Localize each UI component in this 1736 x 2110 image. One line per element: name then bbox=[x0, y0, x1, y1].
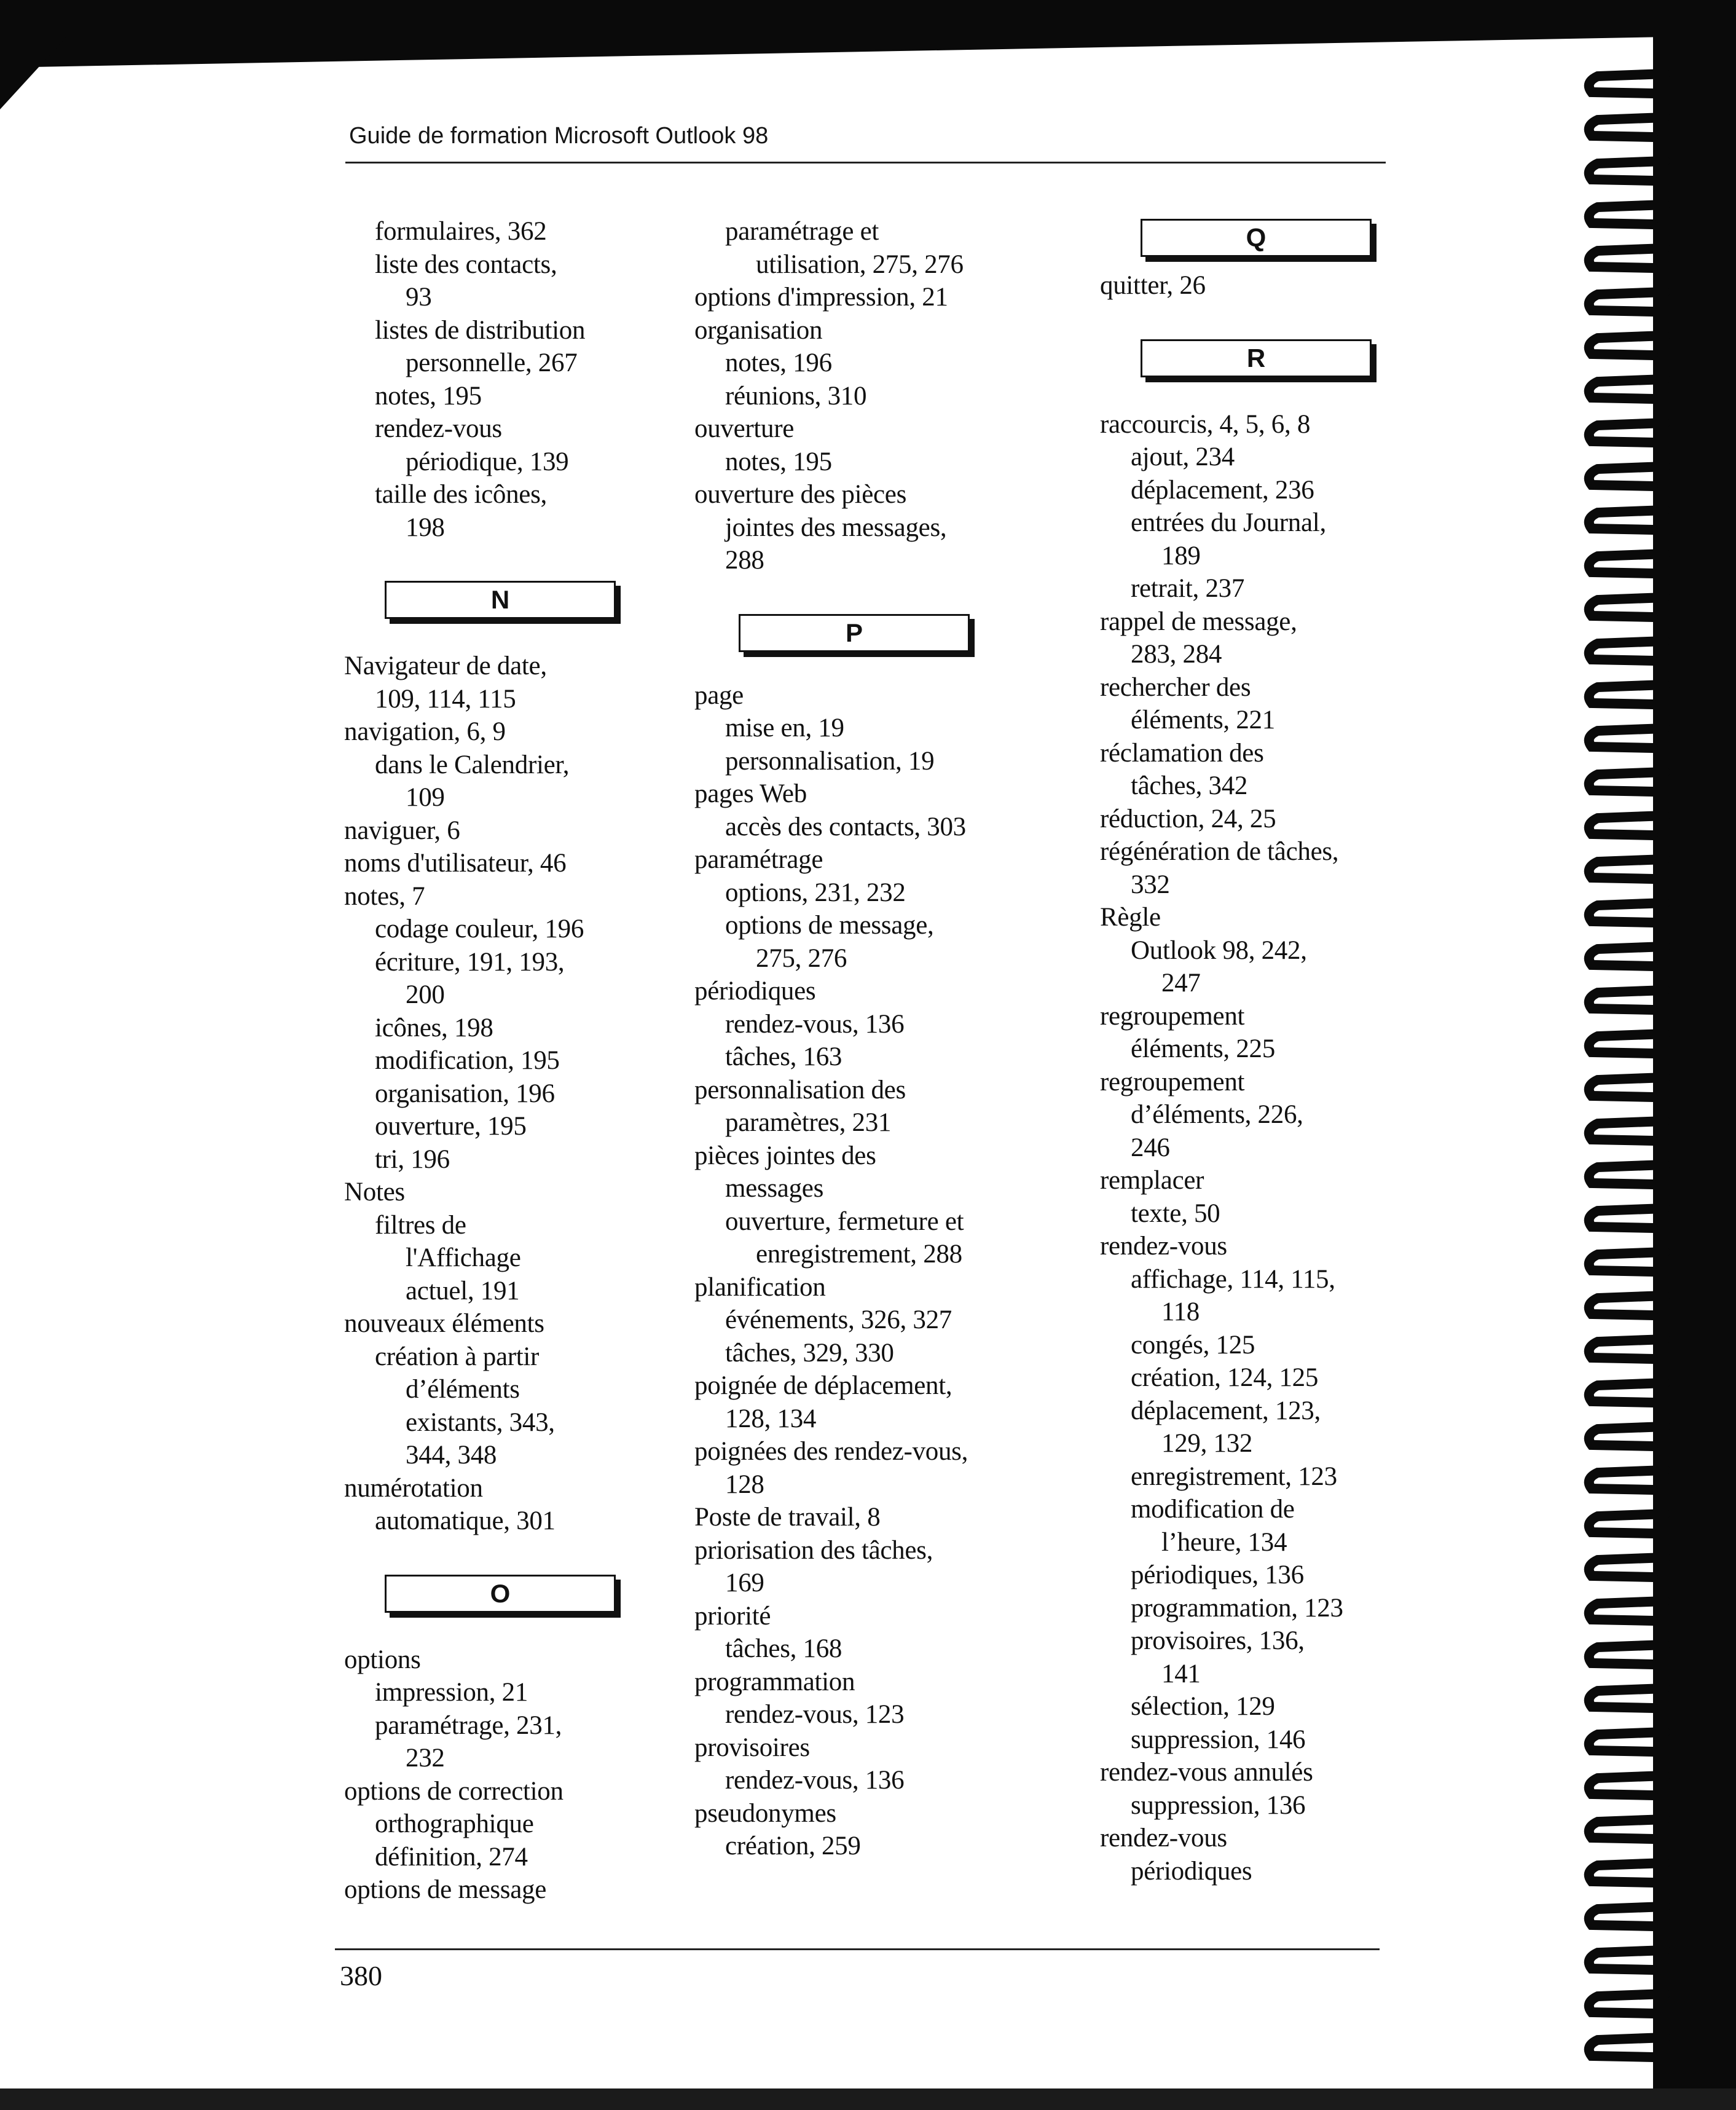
index-subentry: 141 bbox=[1161, 1659, 1201, 1688]
index-subentry: options, 231, 232 bbox=[725, 878, 906, 907]
index-subentry: automatique, 301 bbox=[375, 1506, 556, 1535]
binding-loop bbox=[1589, 1641, 1736, 1668]
section-letter-heading: R bbox=[1141, 339, 1372, 377]
index-subentry: paramétrage et bbox=[725, 217, 879, 246]
index-subentry: orthographique bbox=[375, 1809, 534, 1838]
index-subentry: 246 bbox=[1131, 1133, 1170, 1162]
binding-loop bbox=[1589, 594, 1736, 621]
scan-bottom-border bbox=[0, 2088, 1736, 2110]
index-subentry: déplacement, 123, bbox=[1131, 1396, 1321, 1425]
index-subentry: événements, 326, 327 bbox=[725, 1305, 952, 1334]
index-entry: pages Web bbox=[694, 779, 807, 808]
header-rule bbox=[345, 162, 1386, 163]
spiral-binding bbox=[1579, 55, 1736, 2084]
binding-loop bbox=[1589, 856, 1736, 883]
section-letter-heading: P bbox=[739, 614, 970, 652]
index-subentry: rendez-vous, 123 bbox=[725, 1700, 905, 1729]
index-subentry: éléments, 221 bbox=[1131, 706, 1275, 734]
index-subentry: tâches, 342 bbox=[1131, 771, 1248, 800]
index-subentry: d’éléments bbox=[406, 1375, 520, 1404]
binding-loop bbox=[1589, 1597, 1736, 1624]
binding-loop bbox=[1589, 1728, 1736, 1755]
index-entry: options bbox=[344, 1645, 421, 1674]
index-subentry: 128 bbox=[725, 1470, 764, 1499]
binding-loop bbox=[1589, 550, 1736, 577]
index-subentry: 93 bbox=[406, 283, 432, 312]
section-letter-heading: N bbox=[385, 581, 616, 619]
index-subentry: dans le Calendrier, bbox=[375, 750, 570, 779]
index-column-1 bbox=[344, 215, 713, 1907]
section-spacer bbox=[694, 577, 1063, 605]
binding-loop bbox=[1589, 1248, 1736, 1275]
index-subentry: enregistrement, 288 bbox=[756, 1240, 962, 1269]
scan-top-shadow bbox=[0, 36, 1736, 68]
index-subentry: retrait, 237 bbox=[1131, 574, 1245, 603]
index-subentry: 232 bbox=[406, 1744, 445, 1773]
index-subentry: accès des contacts, 303 bbox=[725, 812, 966, 841]
index-entry: personnalisation des bbox=[694, 1075, 906, 1104]
index-subentry: organisation, 196 bbox=[375, 1079, 555, 1108]
binding-loop bbox=[1589, 899, 1736, 926]
index-entry: priorité bbox=[694, 1601, 771, 1631]
binding-loop bbox=[1589, 419, 1736, 446]
index-subentry: enregistrement, 123 bbox=[1131, 1462, 1337, 1491]
index-entry: Notes bbox=[344, 1178, 405, 1207]
index-subentry: utilisation, 275, 276 bbox=[756, 250, 964, 279]
index-entry: planification bbox=[694, 1272, 826, 1302]
index-subentry: tâches, 329, 330 bbox=[725, 1338, 894, 1368]
index-subentry: notes, 195 bbox=[375, 381, 482, 411]
binding-loop bbox=[1589, 1336, 1736, 1363]
index-subentry: création, 259 bbox=[725, 1832, 861, 1860]
index-subentry: périodique, 139 bbox=[406, 447, 569, 476]
index-subentry: 275, 276 bbox=[756, 943, 847, 973]
index-subentry: tâches, 168 bbox=[725, 1634, 842, 1663]
index-subentry: personnelle, 267 bbox=[406, 348, 578, 377]
index-subentry: Outlook 98, 242, bbox=[1131, 935, 1307, 965]
binding-loop bbox=[1589, 986, 1736, 1014]
binding-loop bbox=[1589, 506, 1736, 533]
binding-loop bbox=[1589, 1859, 1736, 1886]
index-subentry: 198 bbox=[406, 513, 445, 542]
index-entry: ouverture des pièces bbox=[694, 480, 907, 509]
index-subentry: options de message, bbox=[725, 911, 934, 940]
index-entry: provisoires bbox=[694, 1733, 810, 1762]
index-entry: options de message bbox=[344, 1875, 546, 1904]
index-subentry: 109 bbox=[406, 783, 445, 812]
index-subentry: l'Affichage bbox=[406, 1243, 521, 1272]
section-letter-heading: Q bbox=[1141, 219, 1372, 257]
binding-loop bbox=[1589, 376, 1736, 403]
binding-loop bbox=[1589, 1947, 1736, 1974]
binding-loop bbox=[1589, 2034, 1736, 2061]
binding-loop bbox=[1589, 1816, 1736, 1843]
index-subentry: 200 bbox=[406, 980, 445, 1009]
index-entry: raccourcis, 4, 5, 6, 8 bbox=[1100, 409, 1311, 439]
index-subentry: réunions, 310 bbox=[725, 381, 867, 411]
index-subentry: l’heure, 134 bbox=[1161, 1527, 1287, 1557]
index-subentry: existants, 343, bbox=[406, 1407, 555, 1437]
scan-corner-shadow bbox=[0, 36, 68, 109]
index-subentry: tâches, 163 bbox=[725, 1042, 842, 1071]
index-subentry: congés, 125 bbox=[1131, 1330, 1255, 1360]
index-column-3 bbox=[1100, 215, 1469, 1888]
index-subentry: ajout, 234 bbox=[1131, 443, 1235, 471]
index-subentry: 247 bbox=[1161, 969, 1201, 998]
index-subentry: paramétrage, 231, bbox=[375, 1710, 562, 1740]
index-entry: ouverture bbox=[694, 414, 795, 443]
index-subentry: 332 bbox=[1131, 870, 1170, 899]
index-subentry: sélection, 129 bbox=[1131, 1692, 1275, 1721]
index-subentry: codage couleur, 196 bbox=[375, 915, 584, 943]
index-subentry: tri, 196 bbox=[375, 1144, 450, 1174]
index-entry: Poste de travail, 8 bbox=[694, 1503, 881, 1532]
binding-loop bbox=[1589, 681, 1736, 708]
binding-loop bbox=[1589, 812, 1736, 839]
index-subentry: 129, 132 bbox=[1161, 1429, 1253, 1458]
index-entry: pièces jointes des bbox=[694, 1141, 876, 1170]
binding-loop bbox=[1589, 1161, 1736, 1188]
index-subentry: personnalisation, 19 bbox=[725, 746, 935, 776]
index-entry: naviguer, 6 bbox=[344, 816, 460, 845]
index-subentry: 109, 114, 115 bbox=[375, 684, 516, 714]
index-entry: notes, 7 bbox=[344, 881, 425, 911]
index-entry: rendez-vous annulés bbox=[1100, 1758, 1313, 1787]
section-letter-heading: O bbox=[385, 1575, 616, 1613]
binding-loop bbox=[1589, 245, 1736, 272]
index-subentry: 169 bbox=[725, 1569, 764, 1597]
binding-loop bbox=[1589, 201, 1736, 228]
index-subentry: 344, 348 bbox=[406, 1441, 497, 1470]
binding-loop bbox=[1589, 1685, 1736, 1712]
index-entry: réduction, 24, 25 bbox=[1100, 804, 1276, 833]
index-entry: regroupement bbox=[1100, 1067, 1245, 1096]
binding-loop bbox=[1589, 1117, 1736, 1144]
binding-loop bbox=[1589, 943, 1736, 970]
index-subentry: rendez-vous, 136 bbox=[725, 1766, 905, 1795]
index-subentry: provisoires, 136, bbox=[1131, 1626, 1305, 1655]
index-entry: priorisation des tâches, bbox=[694, 1535, 933, 1565]
index-entry: nouveaux éléments bbox=[344, 1309, 544, 1338]
binding-loop bbox=[1589, 1379, 1736, 1406]
index-column-2 bbox=[694, 215, 1063, 1863]
footer-rule bbox=[335, 1948, 1380, 1950]
index-subentry: 283, 284 bbox=[1131, 640, 1222, 669]
index-entry: rendez-vous bbox=[1100, 1232, 1227, 1261]
binding-loop bbox=[1589, 157, 1736, 184]
index-subentry: actuel, 191 bbox=[406, 1276, 520, 1305]
binding-loop bbox=[1589, 114, 1736, 141]
index-entry: navigation, 6, 9 bbox=[344, 717, 506, 746]
index-subentry: définition, 274 bbox=[375, 1842, 528, 1872]
index-entry: pseudonymes bbox=[694, 1798, 836, 1828]
binding-loop bbox=[1589, 70, 1736, 97]
index-entry: page bbox=[694, 680, 744, 710]
index-subentry: modification de bbox=[1131, 1495, 1295, 1524]
binding-loop bbox=[1589, 463, 1736, 490]
binding-loop bbox=[1589, 725, 1736, 752]
index-subentry: affichage, 114, 115, bbox=[1131, 1264, 1335, 1294]
index-entry: organisation bbox=[694, 315, 823, 345]
index-subentry: messages bbox=[725, 1174, 824, 1203]
index-subentry: taille des icônes, bbox=[375, 480, 547, 509]
index-entry: périodiques bbox=[694, 977, 816, 1006]
index-subentry: périodiques, 136 bbox=[1131, 1561, 1304, 1589]
index-entry: rendez-vous bbox=[1100, 1824, 1227, 1852]
index-entry: numérotation bbox=[344, 1473, 483, 1503]
index-subentry: icônes, 198 bbox=[375, 1013, 493, 1042]
index-subentry: 189 bbox=[1161, 541, 1201, 570]
index-subentry: listes de distribution bbox=[375, 315, 586, 345]
index-subentry: rendez-vous, 136 bbox=[725, 1009, 905, 1039]
index-subentry: écriture, 191, 193, bbox=[375, 947, 565, 977]
index-subentry: création, 124, 125 bbox=[1131, 1363, 1319, 1392]
index-subentry: éléments, 225 bbox=[1131, 1034, 1275, 1063]
index-subentry: filtres de bbox=[375, 1210, 466, 1240]
index-entry: options de correction bbox=[344, 1776, 564, 1806]
index-subentry: jointes des messages, bbox=[725, 513, 947, 542]
section-spacer bbox=[344, 544, 713, 572]
binding-loop bbox=[1589, 1423, 1736, 1450]
index-subentry: 128, 134 bbox=[725, 1404, 817, 1433]
index-entry: quitter, 26 bbox=[1100, 271, 1206, 300]
page-header-title: Guide de formation Microsoft Outlook 98 bbox=[349, 123, 769, 149]
index-subentry: entrées du Journal, bbox=[1131, 508, 1326, 537]
index-entry: noms d'utilisateur, 46 bbox=[344, 849, 567, 878]
index-entry: remplacer bbox=[1100, 1166, 1204, 1195]
index-entry: options d'impression, 21 bbox=[694, 283, 948, 312]
index-subentry: mise en, 19 bbox=[725, 714, 844, 742]
index-subentry: déplacement, 236 bbox=[1131, 475, 1314, 505]
binding-loop bbox=[1589, 1074, 1736, 1101]
index-subentry: ouverture, fermeture et bbox=[725, 1207, 964, 1236]
index-subentry: création à partir bbox=[375, 1342, 540, 1371]
binding-loop bbox=[1589, 332, 1736, 359]
index-entry: programmation bbox=[694, 1667, 855, 1696]
index-entry: paramétrage bbox=[694, 845, 823, 874]
binding-loop bbox=[1589, 768, 1736, 795]
binding-loop bbox=[1589, 1510, 1736, 1537]
index-entry: poignées des rendez-vous, bbox=[694, 1437, 968, 1466]
index-entry: Règle bbox=[1100, 903, 1161, 932]
index-subentry: suppression, 146 bbox=[1131, 1725, 1306, 1754]
binding-loop bbox=[1589, 1030, 1736, 1057]
section-spacer bbox=[1100, 302, 1469, 331]
index-subentry: périodiques bbox=[1131, 1856, 1252, 1886]
binding-loop bbox=[1589, 1292, 1736, 1319]
index-subentry: ouverture, 195 bbox=[375, 1112, 527, 1141]
index-subentry: 118 bbox=[1161, 1297, 1200, 1326]
section-spacer bbox=[344, 1538, 713, 1566]
index-subentry: rendez-vous bbox=[375, 414, 502, 443]
index-entry: poignée de déplacement, bbox=[694, 1371, 952, 1400]
index-subentry: d’éléments, 226, bbox=[1131, 1100, 1303, 1129]
index-entry: rappel de message, bbox=[1100, 607, 1297, 636]
index-entry: réclamation des bbox=[1100, 738, 1264, 768]
binding-loop bbox=[1589, 1205, 1736, 1232]
index-entry: régénération de tâches, bbox=[1100, 837, 1339, 866]
binding-loop bbox=[1589, 1772, 1736, 1799]
scan-top-border bbox=[0, 0, 1736, 36]
binding-loop bbox=[1589, 1466, 1736, 1494]
binding-loop bbox=[1589, 1903, 1736, 1930]
binding-loop bbox=[1589, 1990, 1736, 2017]
index-subentry: liste des contacts, bbox=[375, 250, 557, 279]
binding-loop bbox=[1589, 1554, 1736, 1581]
index-subentry: texte, 50 bbox=[1131, 1199, 1220, 1228]
index-subentry: formulaires, 362 bbox=[375, 217, 547, 246]
index-subentry: programmation, 123 bbox=[1131, 1593, 1343, 1623]
index-entry: regroupement bbox=[1100, 1001, 1245, 1031]
index-subentry: paramètres, 231 bbox=[725, 1108, 892, 1137]
index-subentry: notes, 196 bbox=[725, 348, 832, 377]
index-subentry: notes, 195 bbox=[725, 447, 832, 476]
index-entry: rechercher des bbox=[1100, 672, 1251, 702]
binding-loop bbox=[1589, 288, 1736, 315]
index-subentry: modification, 195 bbox=[375, 1046, 560, 1075]
index-subentry: 288 bbox=[725, 546, 764, 575]
page-number: 380 bbox=[340, 1960, 382, 1991]
binding-loop bbox=[1589, 637, 1736, 664]
index-subentry: impression, 21 bbox=[375, 1678, 528, 1707]
index-subentry: suppression, 136 bbox=[1131, 1790, 1306, 1820]
index-entry: Navigateur de date, bbox=[344, 652, 547, 680]
